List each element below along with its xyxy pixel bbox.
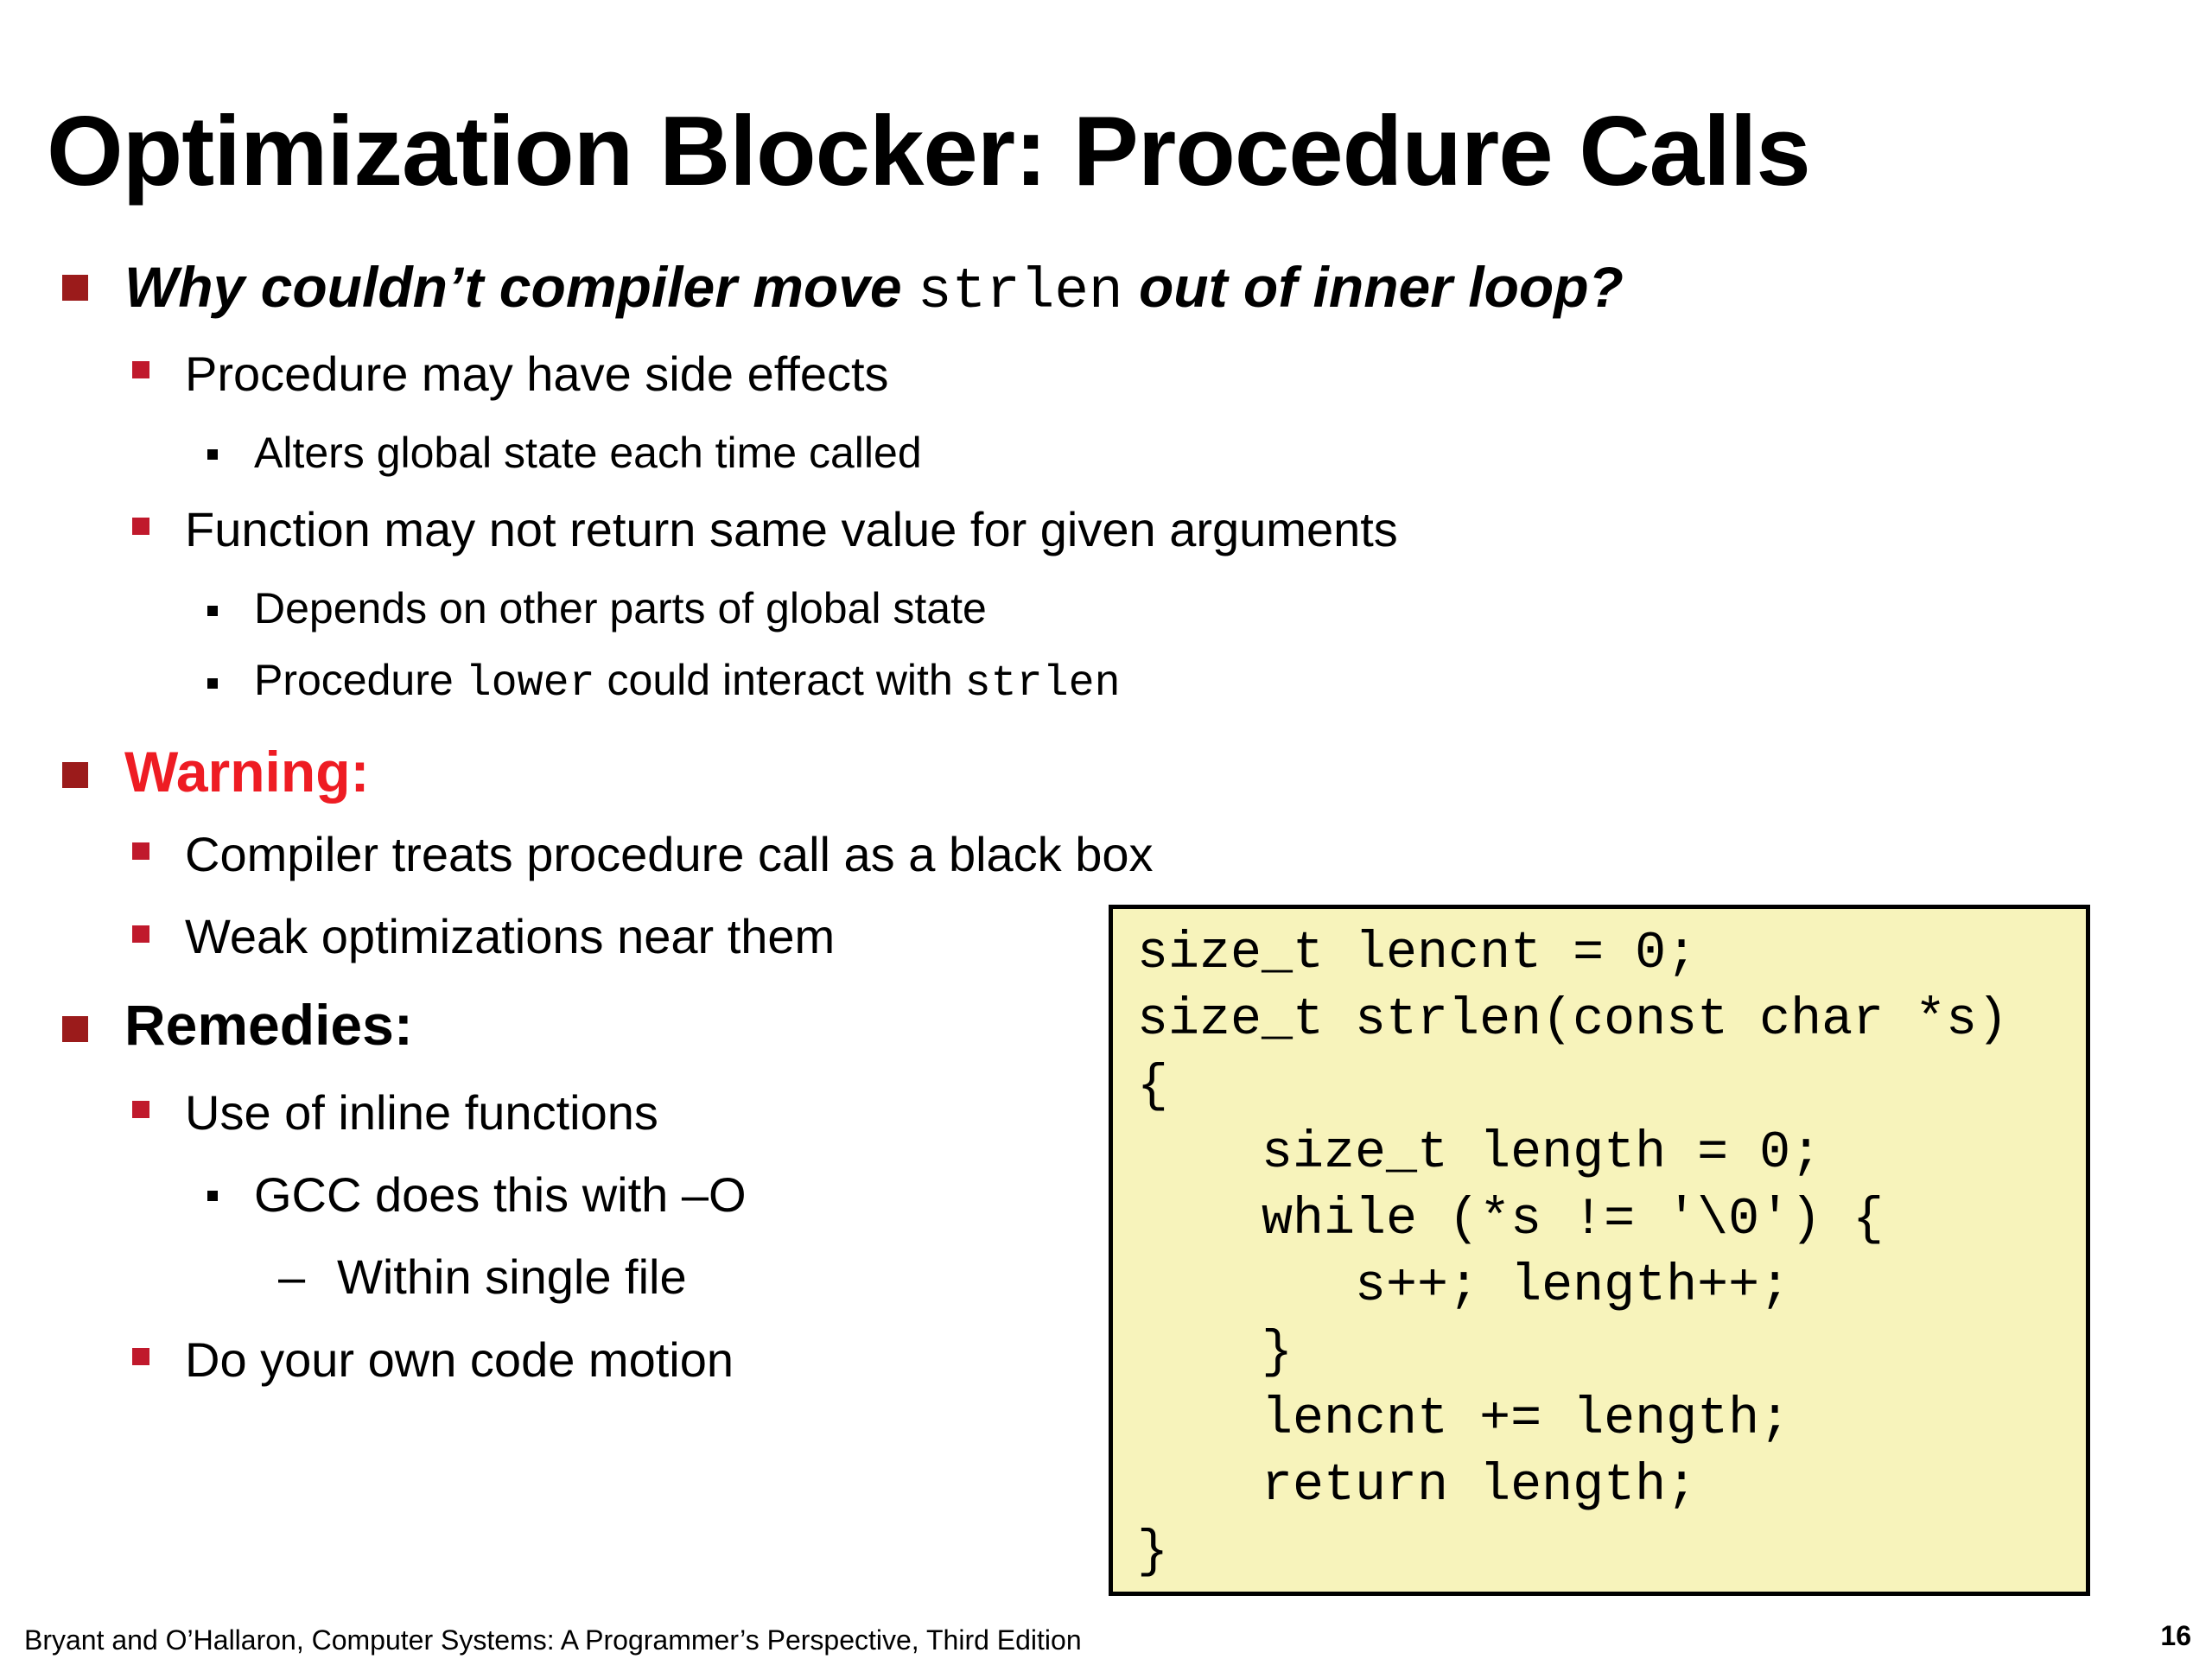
item-gcc: GCC does this with –O: [254, 1167, 747, 1222]
item-interact: [254, 655, 1121, 709]
code-line: lencnt += length;: [1137, 1390, 1791, 1449]
item-alters-state: Alters global state each time called: [254, 429, 922, 477]
question-code: strlen: [917, 259, 1123, 324]
item-code-motion: Do your own code motion: [185, 1332, 734, 1387]
code-line: while (*s != '\0') {: [1137, 1191, 1885, 1249]
interact-code-lower: lower: [465, 659, 595, 709]
bullet-small-square-icon: [207, 678, 218, 689]
bullet-square-icon: [132, 361, 149, 378]
code-line: return length;: [1137, 1457, 1698, 1516]
code-box: [1109, 905, 2090, 1596]
interact-code-strlen: strlen: [964, 659, 1121, 709]
item-inline: Use of inline functions: [185, 1085, 658, 1140]
bullet-small-square-icon: [207, 1191, 218, 1201]
interact-mid: could interact with: [607, 656, 953, 704]
code-line: {: [1137, 1058, 1169, 1116]
bullet-square-icon: [132, 925, 149, 943]
dash-bullet-icon: –: [278, 1249, 306, 1304]
bullet-square-icon: [132, 518, 149, 535]
bullet-square-icon: [62, 762, 88, 788]
bullet-square-icon: [62, 275, 88, 301]
bullet-small-square-icon: [207, 449, 218, 460]
interact-pre: Procedure: [254, 656, 454, 704]
bullet-square-icon: [132, 1348, 149, 1365]
page-number: 16: [2160, 1620, 2191, 1651]
code-line: size_t length = 0;: [1137, 1124, 1822, 1183]
code-line: s++; length++;: [1137, 1257, 1791, 1316]
bullet-square-icon: [132, 1101, 149, 1118]
code-line: size_t lencnt = 0;: [1137, 925, 1698, 983]
item-single-file: Within single file: [337, 1249, 687, 1304]
footer-citation: Bryant and O’Hallaron, Computer Systems: A Programmer’s Perspective, Third Edition: [24, 1624, 1082, 1656]
question-line: [124, 254, 1624, 324]
item-side-effects: Procedure may have side effects: [185, 346, 889, 401]
item-weak-opt: Weak optimizations near them: [185, 909, 836, 963]
slide-title: Optimization Blocker: Procedure Calls: [47, 97, 1810, 207]
item-not-same-value: Function may not return same value for given arguments: [185, 502, 1398, 556]
warning-heading: Warning:: [124, 740, 370, 804]
bullet-square-icon: [62, 1016, 88, 1042]
code-line: }: [1137, 1523, 1169, 1582]
question-part2: out of inner loop?: [1138, 255, 1624, 319]
item-black-box: Compiler treats procedure call as a black box: [185, 827, 1154, 881]
code-line: size_t strlen(const char *s): [1137, 991, 2009, 1050]
code-line: }: [1137, 1324, 1294, 1382]
question-part1: Why couldn’t compiler move: [124, 255, 902, 319]
bullet-square-icon: [132, 842, 149, 860]
bullet-small-square-icon: [207, 606, 218, 616]
remedies-heading: Remedies:: [124, 993, 413, 1057]
item-depends-state: Depends on other parts of global state: [254, 584, 987, 632]
